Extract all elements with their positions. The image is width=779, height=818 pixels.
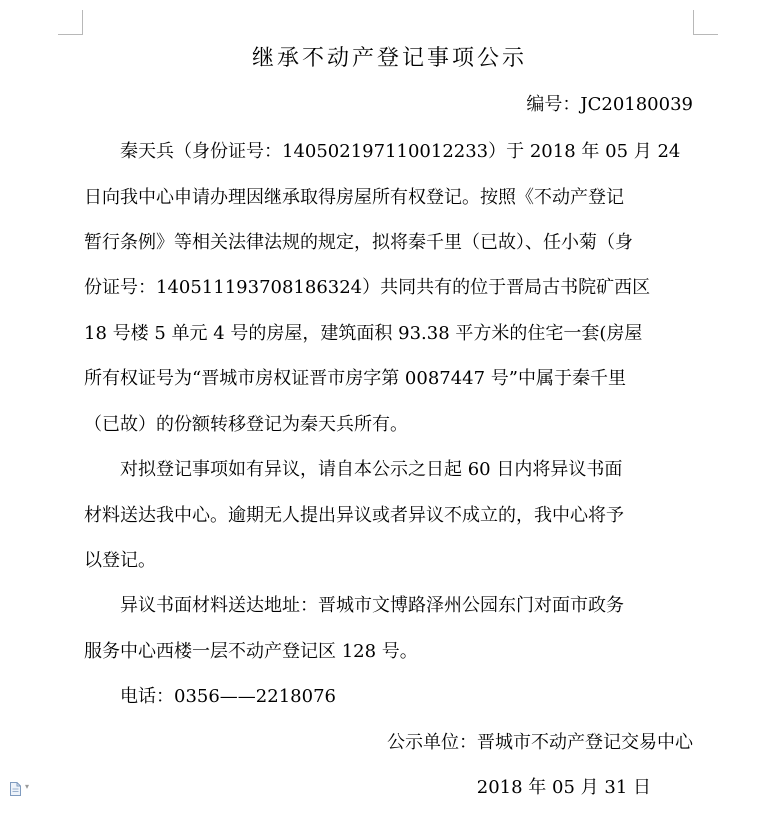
paragraph1-line-6: 所有权证号为“晋城市房权证晋市房字第 0087447 号”中属于秦千里: [84, 368, 627, 389]
document-number: 编号：JC20180039: [526, 94, 693, 115]
paragraph3-line-2: 服务中心西楼一层不动产登记区 128 号。: [84, 641, 418, 662]
margin-corner-mark-top-right: [693, 10, 718, 35]
date-line: 2018 年 05 月 31 日: [476, 777, 651, 798]
paragraph1-line-3: 暂行条例》等相关法律法规的规定，拟将秦千里（已故）、任小菊（身: [84, 232, 633, 253]
paragraph1-line-5: 18 号楼 5 单元 4 号的房屋，建筑面积 93.38 平方米的住宅一套(房屋: [84, 323, 643, 344]
phone-line: 电话：0356——2218076: [120, 686, 336, 707]
paragraph3-line-1: 异议书面材料送达地址：晋城市文博路泽州公园东门对面市政务: [120, 595, 624, 616]
document-status-icon[interactable]: [10, 781, 21, 795]
publisher-line: 公示单位：晋城市不动产登记交易中心: [387, 732, 693, 753]
paragraph2-line-3: 以登记。: [84, 550, 156, 571]
paragraph1-line-7: （已故）的份额转移登记为秦天兵所有。: [84, 414, 408, 435]
paragraph1-line-2: 日向我中心申请办理因继承取得房屋所有权登记。按照《不动产登记: [84, 187, 624, 208]
document-title: 继承不动产登记事项公示: [251, 46, 527, 71]
paragraph1-line-4: 份证号：140511193708186324）共同共有的位于晋局古书院矿西区: [84, 277, 651, 298]
paragraph1-line-1: 秦天兵（身份证号：140502197110012233）于 2018 年 05 月 24: [120, 141, 681, 162]
margin-corner-mark-top-left: [58, 10, 83, 35]
paragraph2-line-1: 对拟登记事项如有异议，请自本公示之日起 60 日内将异议书面: [120, 459, 623, 480]
paragraph2-line-2: 材料送达我中心。逾期无人提出异议或者异议不成立的，我中心将予: [84, 505, 624, 526]
dropdown-arrow-icon[interactable]: ▾: [25, 782, 30, 791]
